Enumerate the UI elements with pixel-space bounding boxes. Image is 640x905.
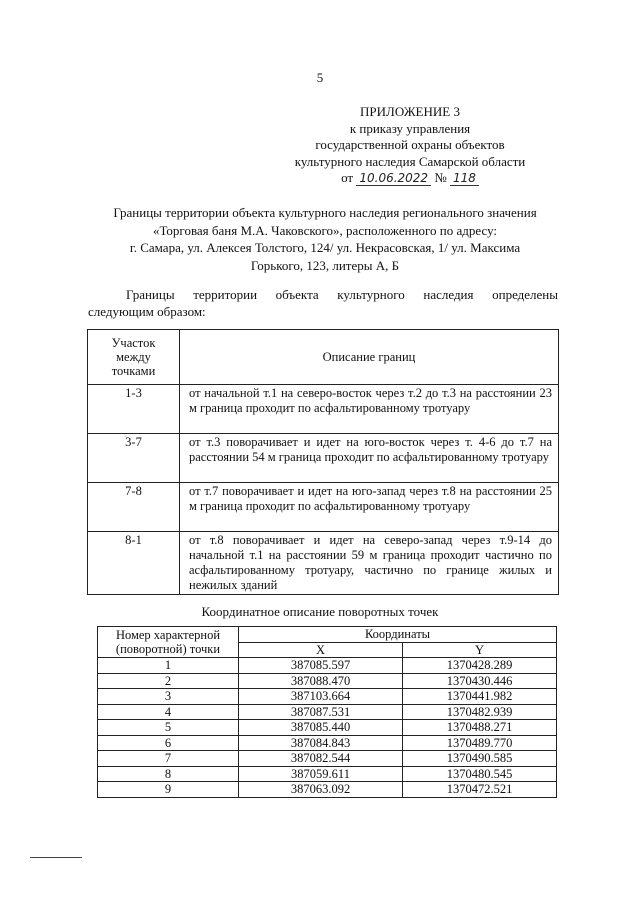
title-line: г. Самара, ул. Алексея Толстого, 124/ ул. Некрасовская, 1/ ул. Максима <box>129 240 521 255</box>
order-prefix: от <box>341 170 354 185</box>
point-cell: 6 <box>98 735 239 751</box>
x-cell: 387085.440 <box>239 720 403 736</box>
intro-paragraph <box>88 286 558 320</box>
document-title <box>70 204 580 274</box>
table-row <box>88 385 559 434</box>
table-row <box>98 658 557 674</box>
segment-cell: 1-3 <box>88 385 180 434</box>
y-cell: 1370489.770 <box>403 735 557 751</box>
appendix-header <box>260 104 560 187</box>
boundaries-table <box>87 329 559 595</box>
page-number: 5 <box>316 70 324 85</box>
header-x: X <box>239 642 403 658</box>
order-number-handwritten: 118 <box>450 171 479 186</box>
y-cell: 1370428.289 <box>403 658 557 674</box>
table-row <box>88 483 559 532</box>
y-cell: 1370490.585 <box>403 751 557 767</box>
table-header-row <box>88 330 559 385</box>
x-cell: 387103.664 <box>239 689 403 705</box>
point-cell: 2 <box>98 673 239 689</box>
y-cell: 1370482.939 <box>403 704 557 720</box>
table-row <box>98 704 557 720</box>
title-line: «Торговая баня М.А. Чаковского», расположенного по адресу: <box>152 222 498 238</box>
y-cell: 1370441.982 <box>403 689 557 705</box>
point-cell: 5 <box>98 720 239 736</box>
table-row <box>88 434 559 483</box>
description-cell: от т.3 поворачивает и идет на юго-восток через т. 4-6 до т.7 на расстоянии 54 м граница проходит по асфальтированному тротуару <box>180 434 559 483</box>
x-cell: 387082.544 <box>239 751 403 767</box>
description-cell: от начальной т.1 на северо-восток через т.2 до т.3 на расстоянии 23 м граница проходит по асфальтированному тротуару <box>180 385 559 434</box>
appendix-line: государственной охраны объектов <box>315 137 505 152</box>
x-cell: 387085.597 <box>239 658 403 674</box>
table-row <box>98 720 557 736</box>
y-cell: 1370480.545 <box>403 766 557 782</box>
x-cell: 387088.470 <box>239 673 403 689</box>
header-description: Описание границ <box>180 330 559 385</box>
table-row <box>98 751 557 767</box>
intro-second-line: следующим образом: <box>88 304 206 319</box>
table-row <box>98 673 557 689</box>
order-date-handwritten: 10.06.2022 <box>356 171 431 186</box>
point-cell: 4 <box>98 704 239 720</box>
order-reference <box>260 170 560 187</box>
x-cell: 387059.611 <box>239 766 403 782</box>
point-cell: 8 <box>98 766 239 782</box>
description-cell: от т.8 поворачивает и идет на северо-запад через т.9-14 до начальной т.1 на расстоянии 59 м граница проходит частично по асфальтированному тротуару, частично по границе жилых и нежилых зданий <box>180 532 559 595</box>
title-line: Границы территории объекта культурного наследия регионального значения <box>113 205 537 220</box>
point-cell: 3 <box>98 689 239 705</box>
segment-cell: 3-7 <box>88 434 180 483</box>
point-cell: 9 <box>98 782 239 798</box>
segment-cell: 8-1 <box>88 532 180 595</box>
point-cell: 7 <box>98 751 239 767</box>
coordinates-title: Координатное описание поворотных точек <box>201 604 439 619</box>
intro-first-line: Границы территории объекта культурного наследия определены <box>126 287 558 302</box>
table-row <box>98 689 557 705</box>
title-line: Горького, 123, литеры А, Б <box>250 257 400 273</box>
order-number-label: № <box>434 170 447 185</box>
segment-cell: 7-8 <box>88 483 180 532</box>
y-cell: 1370430.446 <box>403 673 557 689</box>
appendix-line: к приказу управления <box>349 120 471 136</box>
description-cell: от т.7 поворачивает и идет на юго-запад через т.8 на расстоянии 25 м граница проходит по асфальтированному тротуару <box>180 483 559 532</box>
x-cell: 387084.843 <box>239 735 403 751</box>
footer-divider <box>30 857 82 858</box>
x-cell: 387087.531 <box>239 704 403 720</box>
point-cell: 1 <box>98 658 239 674</box>
header-segment: Участок между точками <box>88 330 180 385</box>
table-header-row <box>98 627 557 643</box>
appendix-title: ПРИЛОЖЕНИЕ 3 <box>360 104 460 119</box>
table-row <box>88 532 559 595</box>
header-y: Y <box>403 642 557 658</box>
y-cell: 1370488.271 <box>403 720 557 736</box>
y-cell: 1370472.521 <box>403 782 557 798</box>
appendix-line: культурного наследия Самарской области <box>294 153 526 169</box>
x-cell: 387063.092 <box>239 782 403 798</box>
table-row <box>98 735 557 751</box>
table-row <box>98 782 557 798</box>
header-point: Номер характерной (поворотной) точки <box>98 627 239 658</box>
table-row <box>98 766 557 782</box>
header-coordinates: Координаты <box>239 627 557 643</box>
coordinates-table <box>97 626 557 798</box>
